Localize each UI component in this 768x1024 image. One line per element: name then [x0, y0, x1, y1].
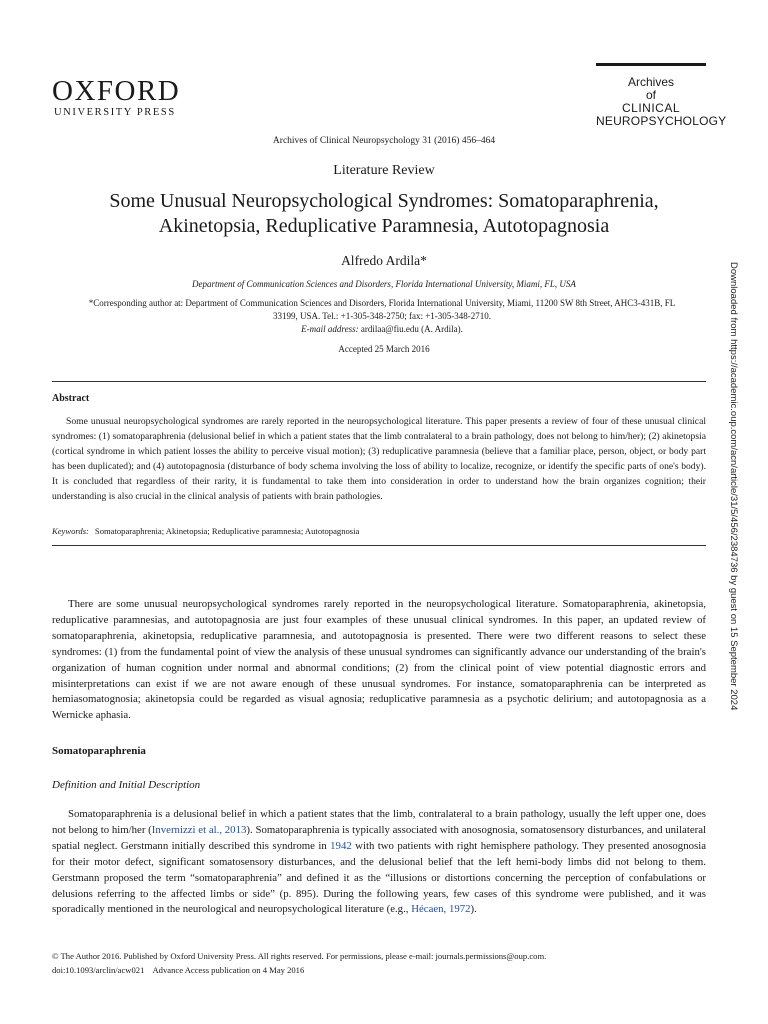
article-title: [40, 189, 728, 239]
abstract-bottom-rule: [52, 545, 706, 546]
journal-logo-line: Archives: [627, 75, 674, 89]
journal-logo-line: of: [645, 88, 656, 102]
accepted-date: Accepted 25 March 2016: [338, 344, 430, 354]
intro-paragraph: There are some unusual neuropsychological syndromes rarely reported in the neuropsychological literature. Somatoparaphrenia, akinetopsia, reduplicative paramnesias, and autotopagnosia are just four examples of these unusual clinical syndromes. In this paper, an updated review of somatoparaphrenia, akinetopsia, reduplicative paramnesia, and autotopagnosia is presented. There were two different reasons to select these syndromes: (1) from the fundamental point of view the analysis of these unusual syndromes can significantly advance our understanding of the brain's organization of human cognition under normal and abnormal conditions; (2) from the clinical point of view potential diagnostic errors and misinterpretations can exist if we are not aware enough of these unusual syndromes. For instance, somatoparaphrenia can be interpreted as hemiasomatognosia; akinetopsia could be regarded as visual agnosia; reduplicative paramnesia as a psychotic delirium; and autotopagnosia as a Wernicke aphasia.: [52, 598, 706, 722]
publisher-logo-subtitle: UNIVERSITY PRESS: [54, 107, 176, 118]
keywords-list: Somatoparaphrenia; Akinetopsia; Reduplicative paramnesia; Autotopagnosia: [94, 526, 360, 536]
article-type: Literature Review: [333, 163, 435, 178]
citation-link[interactable]: Hécaen, 1972: [411, 903, 471, 916]
email-label: E-mail address:: [301, 324, 359, 334]
journal-citation: Archives of Clinical Neuropsychology 31 (2016) 456–464: [272, 136, 496, 146]
paragraph-text: Somatoparaphrenia is a delusional belief in which a patient states that the limb, contralateral to a brain pathology, usually the left upper one, does not belong to him/her (: [52, 808, 706, 836]
copyright-line: © The Author 2016. Published by Oxford University Press. All rights reserved. For permissions, please e-mail: journals.permissions@oup.com.: [52, 951, 547, 961]
definition-paragraph: [52, 807, 706, 918]
paragraph-text: ). Somatoparaphrenia is typically associated with anosognosia, somatosensory disturbances, and unilateral spatial neglect. Gerstmann initially described this syndrome in: [52, 823, 706, 852]
subsection-heading: Definition and Initial Description: [52, 779, 201, 791]
journal-logo-line: CLINICAL: [621, 101, 681, 115]
paragraph-text: with two patients with right hemisphere pathology. They presented anosognosia for their motor defect, significant somatosensory disturbances, and the delusional belief that the left hemi-body limbs did not belong to them. Gerstmann proposed the term “somatoparaphrenia” and defined it as the “illusions or distortions concerning the perception of confabulations or delusions referring to the affected limbs or side” (p. 895). During the following years, few cases of this syndrome were published, and it was sporadically mentioned in the neurological and neuropsychological literature (e.g.,: [52, 839, 706, 916]
abstract-text: Some unusual neuropsychological syndromes are rarely reported in the neuropsychological literature. This paper presents a review of four of these unusual clinical syndromes: (1) somatoparaphrenia (delusional belief in which a patient states that the limb contralateral to a brain pathology, does not belong to him/her); (2) akinetopsia (cortical syndrome in which patient losses the ability to perceive visual motion); (3) reduplicative paramnesia (believe that a familiar place, person, object, or body part has been duplicated); and (4) autotopagnosia (disturbance of body schema involving the loss of ability to localize, recognize, or identify the specific parts of one's body). It is concluded that regardless of their rarity, it is fundamental to take them into consideration in order to understand how the brain organizes cognition; their understanding is also crucial in the clinical analysis of patients with brain pathologies.: [52, 416, 706, 502]
email-line: [52, 323, 712, 336]
email-address[interactable]: ardilaa@fiu.edu (A. Ardila).: [358, 324, 463, 334]
author-name: Alfredo Ardila*: [341, 253, 427, 268]
paragraph-text: ).: [470, 903, 477, 916]
author-affiliation: Department of Communication Sciences and Disorders, Florida International University, Miami, FL, USA: [192, 279, 576, 289]
journal-logo: [596, 63, 727, 128]
title-line: Some Unusual Neuropsychological Syndromes: Somatoparaphrenia,: [109, 190, 659, 212]
corresponding-line: *Corresponding author at: Department of Communication Sciences and Disorders, Florida International University, Miami, 11200 SW 8th Street, AHC3-431B, FL: [88, 298, 676, 308]
corresponding-line: 33199, USA. Tel.: +1-305-348-2750; fax: +1-305-348-2710.: [272, 311, 492, 321]
corresponding-author: [52, 297, 712, 336]
page-footer: [52, 949, 546, 977]
citation-link[interactable]: Invernizzi et al., 2013: [151, 823, 247, 836]
keywords: [52, 526, 359, 536]
abstract-top-rule: [52, 381, 706, 382]
title-line: Akinetopsia, Reduplicative Paramnesia, Autotopagnosia: [158, 215, 610, 237]
section-heading: Somatoparaphrenia: [52, 745, 146, 757]
journal-logo-line: NEUROPSYCHOLOGY: [596, 114, 727, 128]
abstract-heading: Abstract: [52, 393, 90, 404]
publisher-logo-name: OXFORD: [52, 75, 181, 107]
keywords-label: Keywords:: [52, 526, 89, 536]
citation-link[interactable]: 1942: [330, 839, 352, 852]
download-watermark: Downloaded from https://academic.oup.com/acn/article/31/5/456/2384736 by guest on 15 September 2024: [728, 262, 739, 711]
doi-line: doi:10.1093/arclin/acw021 Advance Access publication on 4 May 2016: [52, 965, 305, 975]
